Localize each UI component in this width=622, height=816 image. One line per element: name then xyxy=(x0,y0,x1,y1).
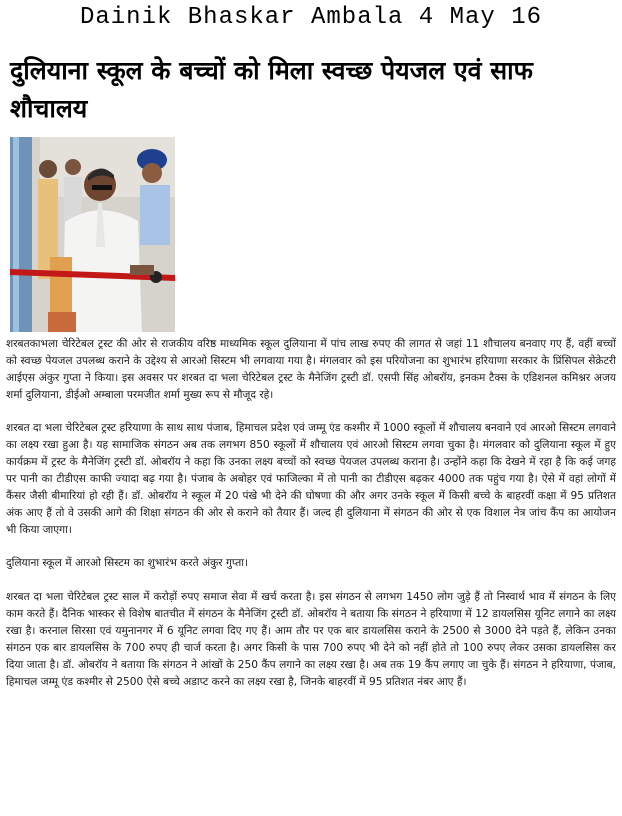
paragraph-3: शरबत दा भला चेरिटेबल ट्रस्ट साल में करोड़ों रुपए समाज सेवा में खर्च करता है। इस संगठन से लगभग 1450 लोग जुड़े हैं तो निस्वार्थ भाव में संगठन के लिए काम करते हैं। दैनिक भास्कर से विशेष बातचीत में संगठन के मैनेजिंग ट्रस्टी डॉ. ओबरॉय ने बताया कि संगठन ने हरियाणा में 12 डायलसिस यूनिट लगाने का लक्ष्य रखा है। करनाल सिरसा एवं यमुनानगर में 6 यूनिट लगवा दिए गए हैं। आम तौर पर एक बार डायलसिस कराने के 2500 से 3000 देने पड़ते हैं, लेकिन उनका संगठन एक बार डायलसिस के 700 रुपए ही चार्ज करता है। अगर किसी के पास 700 रुपए भी देने को नहीं होते तो 100 रुपए लेकर उसका डायलसिस कर दिया जाता है। डॉ. ओबरॉय ने बताया कि संगठन ने आंखों के 250 कैंप लगाने का लक्ष्य रखा है। अब तक 19 कैंप लगाए जा चुके हैं। संगठन ने हरियाणा, पंजाब, हिमाचल जम्मू एंड कश्मीर से 2500 ऐसे बच्चे अडाप्ट करने का लक्ष्य रखा है, जिनके बाहरवीं में 95 प्रतिशत नंबर आए हैं। xyxy=(6,591,616,688)
masthead: Dainik Bhaskar Ambala 4 May 16 xyxy=(79,4,543,31)
paragraph-2: शरबत दा भला चेरिटेबल ट्रस्ट हरियाणा के साथ साथ पंजाब, हिमाचल प्रदेश एवं जम्मू एंड कश्मीर में 1000 स्कूलों में शौचालय बनवाने एवं आरओ सिस्टम लगवाने का लक्ष्य रखा हुआ है। यह सामाजिक संगठन अब तक लगभग 850 स्कूलों में शौचालय एवं आरओ सिस्टम लगवा चुका है। मंगलवार को दुलियाना स्कूल में हुए कार्यक्रम में ट्रस्ट के मैनेजिंग ट्रस्टी डॉ. ओबरॉय ने कहा कि उनका लक्ष्य बच्चों को स्वच्छ पेयजल उपलब्ध कराना है। उन्होंने कहा कि देखने में रहा है कि कई जगह पर पानी का टीडीएस काफी ज्यादा बढ़ गया है। पंजाब के अबोहर एवं फाजिल्का में तो पानी का टीडीएस बढ़कर 4000 तक पहुंच गया है। ऐसे में वहां लोगों में कैंसर जैसी बीमारियां हो रही हैं। डॉ. ओबरॉय ने स्कूल में 20 पंखे भी देने की घोषणा की और अगर उनके स्कूल में किसी बच्चे के बाहरवीं कक्षा में 95 प्रतिशत अंक आए हैं तो वे उसकी आगे की शिक्षा संगठन की ओर से कराने को तैयार हैं। जल्द ही दुलियाना में संगठन की ओर से एक विशाल नेत्र जांच कैंप का आयोजन भी किया जाएगा। xyxy=(6,422,616,536)
paragraph-1: शरबतकाभला चेरिटेबल ट्रस्ट की ओर से राजकीय वरिष्ठ माध्यमिक स्कूल दुलियाना में पांच लाख रुपए की लागत से जहां 11 शौचालय बनवाए गए हैं, वहीं बच्चों को स्वच्छ पेयजल उपलब्ध कराने के उद्देश्य से आरओ सिस्टम भी लगवाया गया है। मंगलवार को इस परियोजना का शुभारंभ हरियाणा सरकार के प्रिंसिपल सेक्रेटरी आईएस अंकुर गुप्ता ने किया। इस अवसर पर शरबत दा भला चेरिटेबल ट्रस्ट के मैनेजिंग ट्रस्टी डॉ. एसपी सिंह ओबरॉय, इनकम टैक्स के एडिशनल कमिश्नर अजय शर्मा दुलियाना, डीईओ अम्बाला परमजीत शर्मा मुख्य रूप से मौजूद रहे। xyxy=(6,338,616,401)
article-body xyxy=(6,336,616,707)
headline: दुलियाना स्कूल के बच्चों को मिला स्वच्छ पेयजल एवं साफ शौचालय xyxy=(10,56,533,123)
photo-caption: दुलियाना स्कूल में आरओ सिस्टम का शुभारंभ करते अंकुर गुप्ता। xyxy=(6,557,248,569)
news-photo xyxy=(10,137,175,332)
news-photo-ribbon-cutting-icon xyxy=(10,137,175,332)
